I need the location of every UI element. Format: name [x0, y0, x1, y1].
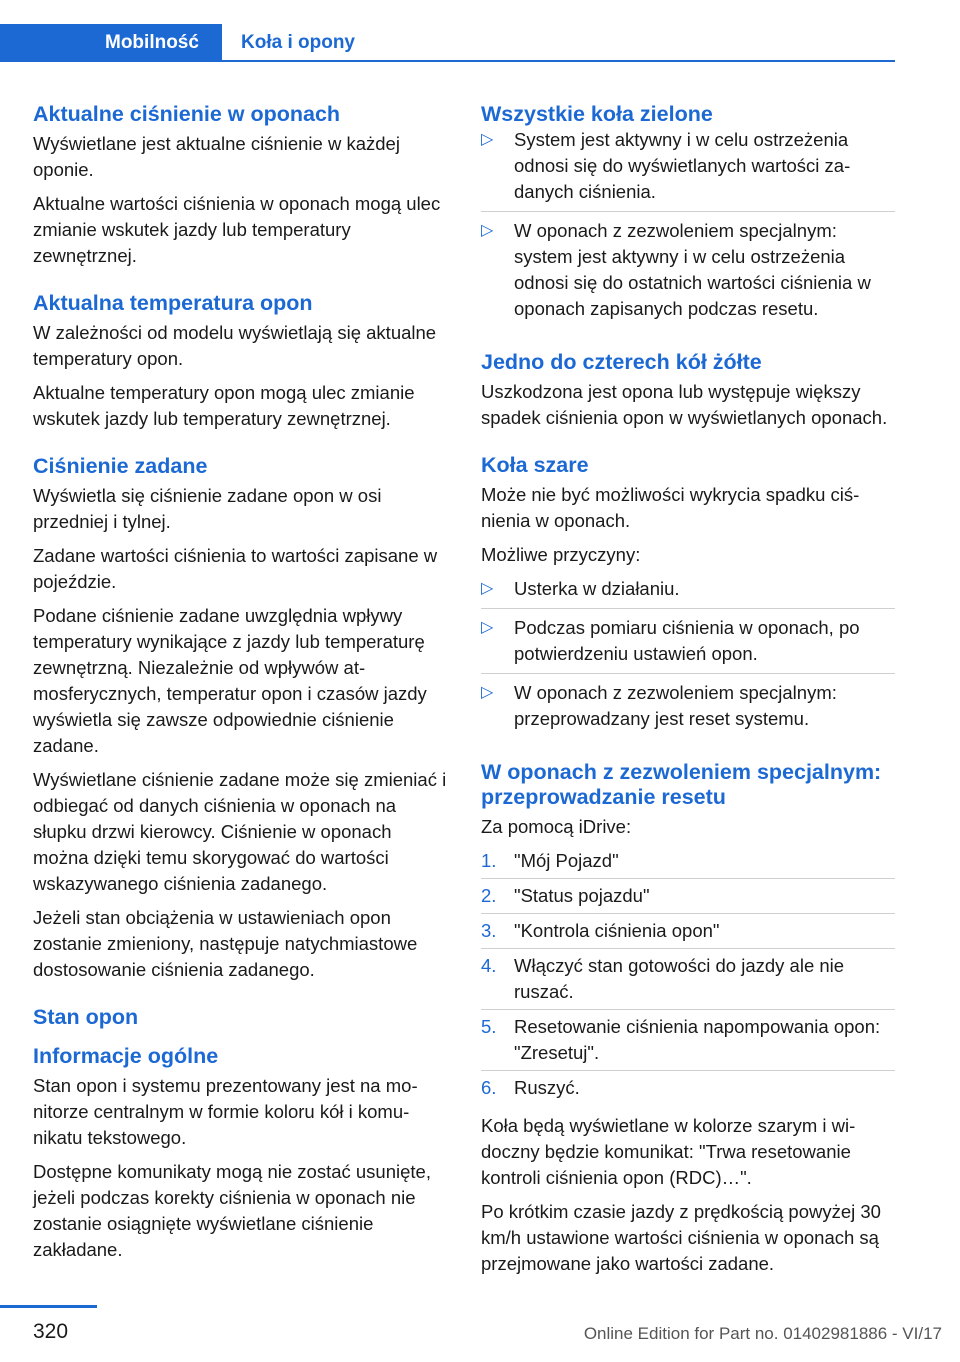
triangle-bullet-icon: ▷: [481, 684, 494, 701]
list-item: ▷ W oponach z zezwoleniem specjalnym: system jest aktywny i w celu ostrzeżenia odnosi się do ostatnich wartości ciśnienia w oponach zapisanych podczas resetu.: [481, 220, 871, 319]
bullet-list-grey: [481, 576, 895, 738]
heading-cisnienie-zadane: Ciśnienie zadane: [33, 454, 208, 478]
step-number: 1.: [481, 850, 497, 871]
paragraph: Wyświetla się ciśnienie zadane opon w osi przedniej i tylnej.: [33, 485, 382, 532]
edition-footer: Online Edition for Part no. 01402981886 - VI/17: [583, 1324, 942, 1343]
page-number: 320: [33, 1320, 69, 1343]
heading-stan-opon: Stan opon: [33, 1005, 139, 1029]
right-column: [481, 102, 895, 1285]
heading-reset: W oponach z zezwoleniem specjalnym: przeprowadzanie resetu: [481, 760, 882, 809]
paragraph: Możliwe przyczyny:: [481, 544, 641, 565]
heading-wszystkie-kola-zielone: Wszystkie koła zielone: [481, 102, 713, 126]
paragraph: Aktualne temperatury opon mogą ulec zmianie wskutek jazdy lub temperatury zewnętrznej.: [33, 382, 415, 429]
step-item: 1. "Mój Pojazd": [481, 848, 895, 879]
tab-kola-i-opony[interactable]: Koła i opony: [222, 24, 895, 62]
paragraph: Koła będą wyświetlane w kolorze szarym i widoczny będzie komunikat: "Trwa resetowanie kontroli ciśnienia opon (RDC)…".: [481, 1115, 856, 1188]
step-item: 6. Ruszyć.: [481, 1075, 895, 1105]
list-item: ▷ Podczas pomiaru ciśnienia w oponach, po potwierdzeniu ustawień opon.: [481, 615, 895, 674]
step-item: 2. "Status pojazdu": [481, 883, 895, 914]
paragraph: Po krótkim czasie jazdy z prędkością powyżej 30 km/h ustawione wartości ciśnienia w oponach są przejmowane jako wartości zadane.: [481, 1201, 881, 1274]
triangle-bullet-icon: ▷: [481, 222, 494, 239]
step-number: 3.: [481, 920, 497, 941]
paragraph: Wyświetlane ciśnienie zadane może się zmieniać i odbiegać od danych ciśnienia w oponach na słupku drzwi kierowcy. Ciśnienie w oponach można dzięki temu skorygować do wartości wskazywanego ciśnienia zadanego.: [33, 769, 447, 894]
paragraph: Za pomocą iDrive:: [481, 816, 632, 837]
heading-aktualna-temperatura: Aktualna temperatura opon: [33, 291, 313, 315]
paragraph: Dostępne komunikaty mogą nie zostać usunięte, jeżeli podczas korekty ciśnienia w oponach nie zostanie osiągnięte wyświetlane ciśnienie zakładane.: [33, 1161, 431, 1260]
step-number: 5.: [481, 1016, 497, 1037]
step-item: 3. "Kontrola ciśnienia opon": [481, 918, 895, 949]
paragraph: Podane ciśnienie zadane uwzględnia wpływy temperatury wynikające z jazdy lub temperaturę zewnętrzną. Niezależnie od wpływów atmosferycznych, temperatur opon i czasów jazdy wyświetla się zawsze odpowiednie ciśnienie zadane.: [33, 605, 427, 756]
step-number: 6.: [481, 1077, 497, 1098]
paragraph: Jeżeli stan obciążenia w ustawieniach opon zostanie zmieniony, następuje natychmiastowe dostosowanie ciśnienia zadanego.: [33, 907, 418, 980]
footer-rule: [0, 1305, 97, 1308]
heading-kola-szare: Koła szare: [481, 453, 589, 477]
step-number: 2.: [481, 885, 497, 906]
step-item: 4. Włączyć stan gotowości do jazdy ale nie ruszać.: [481, 953, 895, 1010]
steps-list: [481, 848, 895, 1105]
paragraph: Wyświetlane jest aktualne ciśnienie w każdej oponie.: [33, 133, 400, 180]
heading-jedno-do-czterech: Jedno do czterech kół żółte: [481, 350, 762, 374]
step-item: 5. Resetowanie ciśnienia napompowania opon: "Zresetuj".: [481, 1014, 895, 1071]
paragraph: Może nie być możliwości wykrycia spadku ciśnienia w oponach.: [481, 484, 860, 531]
heading-aktualne-cisnienie: Aktualne ciśnienie w oponach: [33, 102, 341, 126]
list-item: ▷ Usterka w działaniu.: [481, 576, 895, 609]
left-column: [33, 102, 447, 1271]
paragraph: Uszkodzona jest opona lub występuje większy spadek ciśnienia opon w wyświetlanych oponach.: [481, 381, 888, 428]
bullet-list-green: [481, 127, 895, 328]
paragraph: W zależności od modelu wyświetlają się aktualne temperatury opon.: [33, 322, 437, 369]
triangle-bullet-icon: ▷: [481, 619, 494, 636]
list-item: ▷ W oponach z zezwoleniem specjalnym: przeprowadzany jest reset systemu.: [481, 682, 837, 729]
triangle-bullet-icon: ▷: [481, 580, 494, 597]
step-number: 4.: [481, 955, 497, 976]
paragraph: Stan opon i systemu prezentowany jest na monitorze centralnym w formie koloru kół i komunikatu tekstowego.: [33, 1075, 418, 1148]
header-tabs: [0, 24, 895, 62]
list-item: ▷ System jest aktywny i w celu ostrzeżenia odnosi się do wyświetlanych wartości zadanych ciśnienia.: [481, 127, 895, 212]
heading-informacje-ogolne: Informacje ogólne: [33, 1044, 219, 1068]
paragraph: Aktualne wartości ciśnienia w oponach mogą ulec zmianie wskutek jazdy lub temperatury zewnętrznej.: [33, 193, 441, 266]
tab-mobilnosc[interactable]: Mobilność: [0, 24, 222, 62]
paragraph: Zadane wartości ciśnienia to wartości zapisane w pojeździe.: [33, 545, 438, 592]
triangle-bullet-icon: ▷: [481, 131, 494, 148]
